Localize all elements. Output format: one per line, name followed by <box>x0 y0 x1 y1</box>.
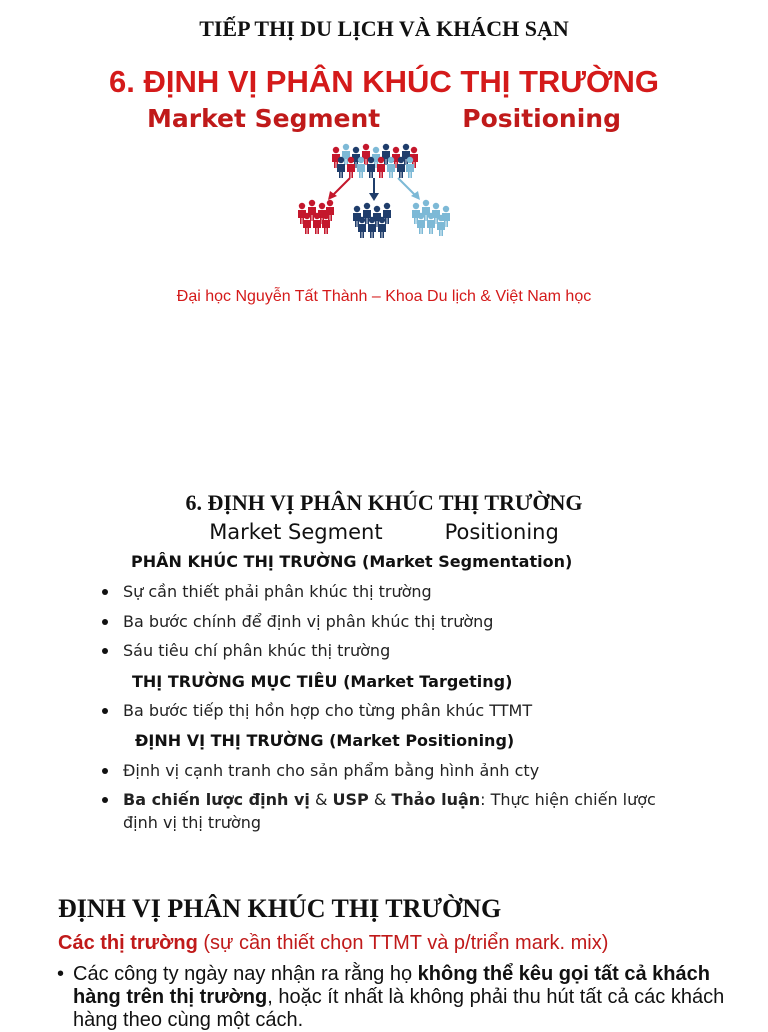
slide-title <box>0 0 768 455</box>
outline-title: 6. ĐỊNH VỊ PHÂN KHÚC THỊ TRƯỜNG <box>185 490 583 515</box>
content-subtitle: Các thị trường (sự cần thiết chọn TTMT và p/triển mark. mix) <box>58 932 609 954</box>
slide-content <box>0 880 768 1031</box>
course-header: TIẾP THỊ DU LỊCH VÀ KHÁCH SẠN <box>199 16 569 41</box>
heading-segmentation: PHÂN KHÚC THỊ TRƯỜNG (Market Segmentation) <box>131 552 573 571</box>
bullet-dot <box>102 648 108 654</box>
bullet-dot <box>102 797 108 803</box>
bullet-dot: • <box>57 963 65 985</box>
subtitle-right: Positioning <box>462 104 621 133</box>
segmentation-people-graphic <box>290 140 460 245</box>
heading-targeting: THỊ TRƯỜNG MỤC TIÊU (Market Targeting) <box>132 672 513 691</box>
bullet-dot <box>102 768 108 774</box>
mixed-group <box>332 144 418 178</box>
bullet-dot <box>102 619 108 625</box>
bullet-dot <box>102 708 108 714</box>
segment-arrows <box>328 178 420 201</box>
subtitle-left: Market Segment <box>147 104 381 133</box>
outline-subtitle-left: Market Segment <box>209 520 383 544</box>
navy-segment <box>353 203 391 238</box>
heading-positioning: ĐỊNH VỊ THỊ TRƯỜNG (Market Positioning) <box>135 731 515 750</box>
slide-title-heading: 6. ĐỊNH VỊ PHÂN KHÚC THỊ TRƯỜNG <box>109 64 659 99</box>
slide-subtitle <box>0 104 768 133</box>
outline-subtitle <box>0 520 768 544</box>
bullet-dot <box>102 589 108 595</box>
content-body <box>57 963 737 1032</box>
red-segment <box>298 200 334 234</box>
body-paragraph: Các công ty ngày nay nhận ra rằng họ không thể kêu gọi tất cả khách hàng trên thị trường, hoặc ít nhất là không phải thu hút tất cả các khách hàng theo cùng một cách. <box>73 963 725 1031</box>
slide-outline: 6. ĐỊNH VỊ PHÂN KHÚC THỊ TRƯỜNG Market Segment Positioning PHÂN KHÚC THỊ TRƯỜNG (Market Segmentation) Sự cần thiết phải phân khúc thị trường Ba bước chính để định vị phân khúc thị trường Sáu tiêu chí phân khúc thị trường THỊ TRƯỜNG MỤC TIÊU (Market Targeting) Ba bước tiếp thị hồn hợp cho từng phân khúc TTMT ĐỊNH VỊ THỊ TRƯỜNG (Market Positioning) Định vị cạnh tranh cho sản phẩm bằng hình ảnh cty Ba chiến lược định vị & USP & Thảo luận: Thực hiện chiến lược định vị thị trường <box>0 480 768 850</box>
content-title: ĐỊNH VỊ PHÂN KHÚC THỊ TRƯỜNG <box>58 894 502 923</box>
light-segment <box>412 200 450 236</box>
university-footer: Đại học Nguyễn Tất Thành – Khoa Du lịch & Việt Nam học <box>176 288 592 305</box>
outline-subtitle-right: Positioning <box>444 520 559 544</box>
